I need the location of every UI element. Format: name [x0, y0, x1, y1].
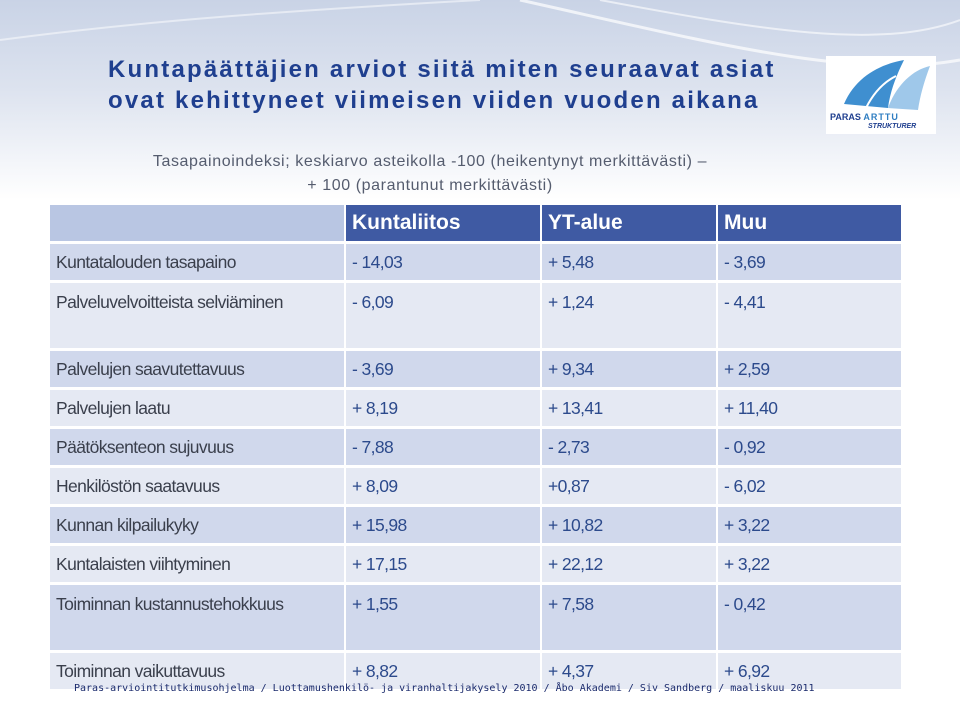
- value-kuntaliitos: - 3,69: [346, 351, 542, 387]
- value-yt-alue: + 5,48: [542, 244, 718, 280]
- row-label: Toiminnan kustannustehokkuus: [50, 585, 346, 650]
- row-label: Päätöksenteon sujuvuus: [50, 429, 346, 465]
- value-muu: - 4,41: [718, 283, 903, 348]
- subtitle-line-1: Tasapainoindeksi; keskiarvo asteikolla -100 (heikentynyt merkittävästi) –: [152, 153, 708, 170]
- index-description: [120, 150, 740, 198]
- table-row: [50, 390, 903, 426]
- value-yt-alue: + 13,41: [542, 390, 718, 426]
- table-row: [50, 429, 903, 465]
- sail-icon: [826, 56, 936, 116]
- value-yt-alue: + 22,12: [542, 546, 718, 582]
- value-yt-alue: + 4,37: [542, 653, 718, 689]
- logo-subtitle: STRUKTURER: [868, 123, 917, 130]
- value-yt-alue: + 10,82: [542, 507, 718, 543]
- balance-index-table: [50, 202, 903, 692]
- source-footer: Paras-arviointitutkimusohjelma / Luottamushenkilö- ja viranhaltijakysely 2010 / Åbo Akademi / Siv Sandberg / maaliskuu 2011: [74, 683, 815, 694]
- value-yt-alue: + 9,34: [542, 351, 718, 387]
- row-label: Kuntalaisten viihtyminen: [50, 546, 346, 582]
- table-row: [50, 507, 903, 543]
- value-yt-alue: +0,87: [542, 468, 718, 504]
- value-muu: - 6,02: [718, 468, 903, 504]
- title-line-2: ovat kehittyneet viimeisen viiden vuoden aikana: [108, 87, 760, 114]
- value-muu: - 0,92: [718, 429, 903, 465]
- value-kuntaliitos: + 1,55: [346, 585, 542, 650]
- value-kuntaliitos: - 6,09: [346, 283, 542, 348]
- header-muu: Muu: [718, 205, 903, 241]
- header-kuntaliitos: Kuntaliitos: [346, 205, 542, 241]
- logo-brand: PARAS: [830, 112, 861, 122]
- row-label: Kunnan kilpailukyky: [50, 507, 346, 543]
- value-kuntaliitos: - 7,88: [346, 429, 542, 465]
- subtitle-line-2: + 100 (parantunut merkittävästi): [307, 177, 553, 194]
- value-kuntaliitos: + 15,98: [346, 507, 542, 543]
- row-label: Toiminnan vaikuttavuus: [50, 653, 346, 689]
- logo-brand-accent: ARTTU: [863, 112, 899, 122]
- table-row: [50, 244, 903, 280]
- table-row: [50, 351, 903, 387]
- value-kuntaliitos: + 8,82: [346, 653, 542, 689]
- value-kuntaliitos: + 8,19: [346, 390, 542, 426]
- value-muu: - 3,69: [718, 244, 903, 280]
- row-label: Henkilöstön saatavuus: [50, 468, 346, 504]
- table-header-row: [50, 205, 903, 241]
- row-label: Palvelujen laatu: [50, 390, 346, 426]
- value-kuntaliitos: - 14,03: [346, 244, 542, 280]
- title-line-1: Kuntapäättäjien arviot siitä miten seuraavat asiat: [108, 56, 776, 83]
- header-corner: [50, 205, 346, 241]
- value-kuntaliitos: + 17,15: [346, 546, 542, 582]
- table-row: [50, 546, 903, 582]
- value-kuntaliitos: + 8,09: [346, 468, 542, 504]
- value-muu: + 2,59: [718, 351, 903, 387]
- logo-wordmark: [830, 112, 899, 122]
- value-muu: - 0,42: [718, 585, 903, 650]
- value-muu: + 3,22: [718, 507, 903, 543]
- paras-arttu-logo: [826, 56, 936, 134]
- table-row: [50, 585, 903, 650]
- row-label: Palvelujen saavutettavuus: [50, 351, 346, 387]
- table-row: [50, 283, 903, 348]
- value-muu: + 6,92: [718, 653, 903, 689]
- page-title: [108, 54, 868, 116]
- value-yt-alue: - 2,73: [542, 429, 718, 465]
- table-row: [50, 468, 903, 504]
- value-muu: + 3,22: [718, 546, 903, 582]
- value-yt-alue: + 7,58: [542, 585, 718, 650]
- header-yt-alue: YT-alue: [542, 205, 718, 241]
- value-yt-alue: + 1,24: [542, 283, 718, 348]
- row-label: Kuntatalouden tasapaino: [50, 244, 346, 280]
- row-label: Palveluvelvoitteista selviäminen: [50, 283, 346, 348]
- value-muu: + 11,40: [718, 390, 903, 426]
